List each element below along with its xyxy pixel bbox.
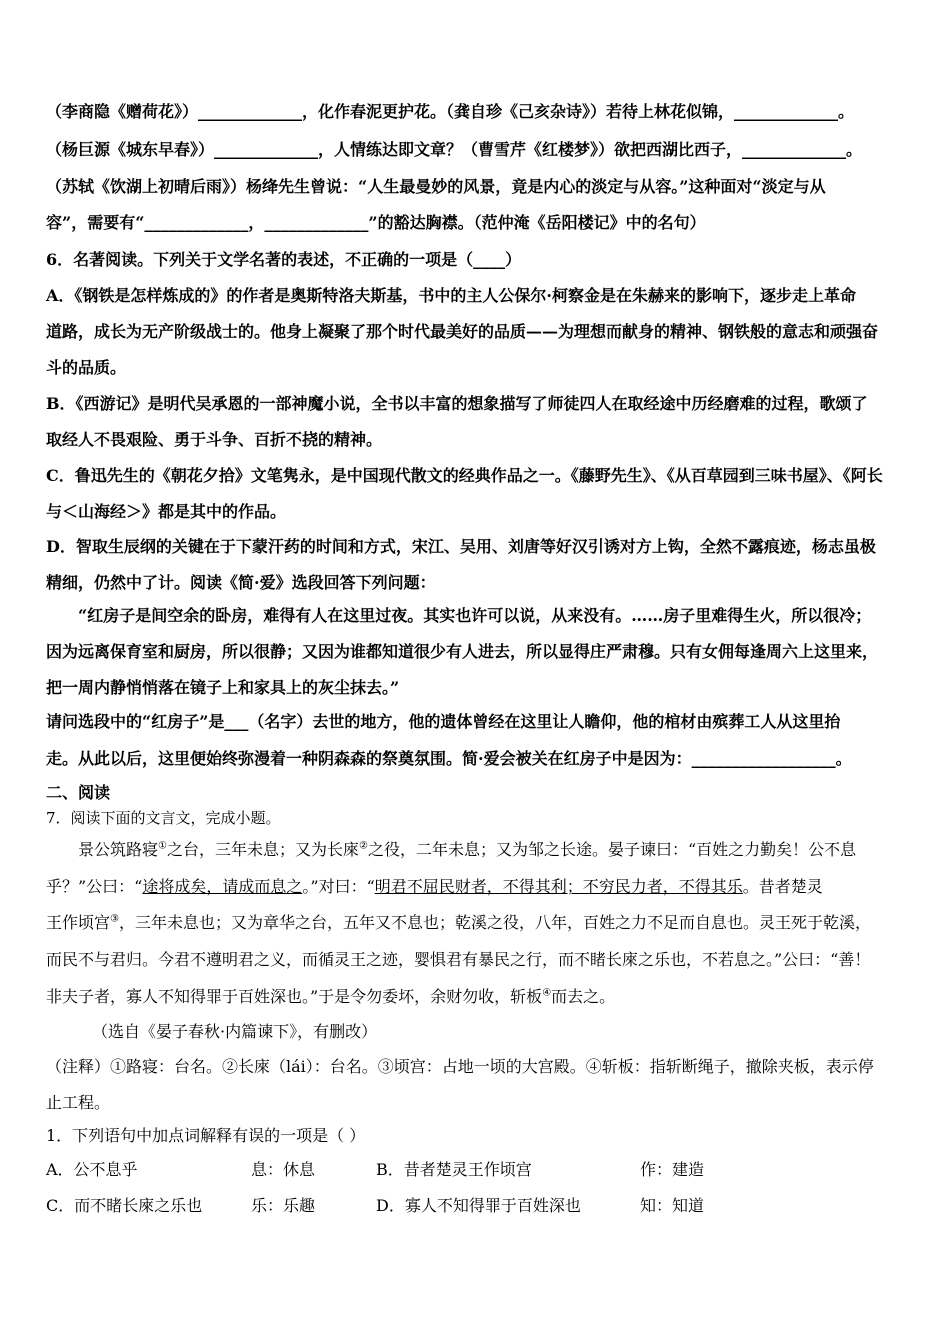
classical-text-line-5 [46, 987, 615, 1007]
classical-text-segment: 王作顷宫 [46, 913, 111, 932]
classical-text-segment: 。”对曰：“ [302, 877, 375, 896]
q6-option-b-line-1: B．《西游记》是明代吴承恩的一部神魔小说，全书以丰富的想象描写了师徒四人在取经途中历经磨难的过程，歌颂了 [46, 394, 868, 413]
poetry-line-2: （杨巨源《城东早春》）_____________，人情练达即文章？（曹雪芹《红楼梦》）欲把西湖比西子，_____________。 [46, 140, 863, 159]
underlined-sentence-1: 途将成矣，请成而息之 [142, 877, 303, 896]
annotation-line-1: （注释）①路寝：台名。②长庲（lái）：台名。③顷宫：占地一顷的大宫殿。④斩板：指斩断绳子，撤除夹板，表示停 [46, 1057, 874, 1076]
q6-option-a-line-1: A．《钢铁是怎样炼成的》的作者是奥斯特洛夫斯基，书中的主人公保尔·柯察金是在朱赫来的影响下，逐步走上革命 [46, 286, 856, 305]
classical-text-line-1 [78, 840, 856, 860]
classical-text-segment: 。昔者楚灵 [742, 877, 823, 896]
q6-question-line-1: 请问选段中的“红房子”是___（名字）去世的地方，他的遗体曾经在这里让人瞻仰，他的棺材由殡葬工人从这里抬 [46, 712, 841, 731]
q6-option-d-line-1: D．智取生辰纲的关键在于下蒙汗药的时间和方式，宋江、吴用、刘唐等好汉引诱对方上钩，全然不露痕迹，杨志虽极 [46, 537, 876, 556]
classical-text-segment: 乎？”公曰：“ [46, 877, 143, 896]
classical-text-segment: 而去之。 [551, 987, 616, 1006]
option-c-gloss: 乐：乐趣 [251, 1196, 316, 1215]
footnote-marker-1: ① [158, 840, 167, 852]
q6-option-b-line-2: 取经人不畏艰险、勇于斗争、百折不挠的精神。 [46, 430, 383, 449]
poetry-line-4: 容”，需要有“_____________，_____________”的豁达胸襟。（范仲淹《岳阳楼记》中的名句） [46, 213, 706, 232]
classical-text-segment: 之役，二年未息；又为邹之长途。晏子谏曰：“百姓之力勤矣！公不息 [367, 840, 857, 859]
q6-question-line-2: 走。从此以后，这里便始终弥漫着一种阴森森的祭奠氛围。简·爱会被关在红房子中是因为：__________________。 [46, 749, 852, 768]
classical-text-line-3 [46, 913, 871, 933]
jane-eyre-quote-line-1: “红房子是间空余的卧房，难得有人在这里过夜。其实也许可以说，从来没有。……房子里难得生火，所以很冷； [78, 606, 872, 625]
footnote-marker-2: ② [359, 840, 368, 852]
option-a-text: A．公不息乎 [46, 1160, 138, 1179]
q6-option-a-line-2: 道路，成长为无产阶级战士的。他身上凝聚了那个时代最美好的品质——为理想而献身的精神、钢铁般的意志和顽强奋 [46, 322, 879, 341]
footnote-marker-4: ④ [542, 987, 552, 999]
poetry-line-3: （苏轼《饮湖上初晴后雨》）杨绛先生曾说：“人生最曼妙的风景，竟是内心的淡定与从容。”这种面对“淡定与从 [46, 177, 826, 196]
option-b-gloss: 作：建造 [640, 1160, 705, 1179]
classical-text-line-4: 而民不与君归。今君不遵明君之义，而循灵王之迹，婴惧君有暴民之行，而不睹长庲之乐也，不若息之。”公曰：“善！ [46, 950, 871, 969]
option-d-gloss: 知：知道 [640, 1196, 705, 1215]
underlined-sentence-2: 明君不屈民财者，不得其利；不穷民力者，不得其乐 [374, 877, 743, 896]
option-d-text: D．寡人不知得罪于百姓深也 [376, 1196, 581, 1215]
q6-option-c-line-2: 与＜山海经＞》都是其中的作品。 [46, 502, 287, 521]
jane-eyre-quote-line-2: 因为远离保育室和厨房，所以很静；又因为谁都知道很少有人进去，所以显得庄严肃穆。只有女佣每逢周六上这里来， [46, 642, 879, 661]
q6-option-c-line-1: C．鲁迅先生的《朝花夕拾》文笔隽永，是中国现代散文的经典作品之一。《藤野先生》、《从百草园到三味书屋》、《阿长 [46, 466, 883, 485]
sub-question-1-title: 1．下列语句中加点词解释有误的一项是（ ） [46, 1126, 366, 1145]
section-heading-reading: 二、阅读 [46, 783, 111, 802]
option-a-gloss: 息：休息 [251, 1160, 316, 1179]
annotation-line-2: 止工程。 [46, 1093, 111, 1112]
classical-text-segment: 景公筑路寝 [78, 840, 159, 859]
classical-text-segment: 之台，三年未息；又为长庲 [166, 840, 359, 859]
q7-title: 7．阅读下面的文言文，完成小题。 [46, 809, 281, 827]
jane-eyre-quote-line-3: 把一周内静悄悄落在镜子上和家具上的灰尘抹去。” [46, 678, 400, 697]
option-c-text: C．而不睹长庲之乐也 [46, 1196, 203, 1215]
option-b-text: B．昔者楚灵王作顷宫 [376, 1160, 532, 1179]
poetry-line-1: （李商隐《赠荷花》）_____________，化作春泥更护花。（龚自珍《己亥杂诗》）若待上林花似锦，_____________。 [46, 102, 855, 121]
footnote-marker-3: ③ [110, 913, 119, 925]
classical-text-segment: ，三年未息也；又为章华之台，五年又不息也；乾溪之役，八年，百姓之力不足而自息也。灵王死于乾溪， [118, 913, 871, 932]
text-source: （选自《晏子春秋·内篇谏下》，有删改） [92, 1022, 378, 1041]
classical-text-segment: 非夫子者，寡人不知得罪于百姓深也。”于是令勿委坏，余财勿收，斩板 [46, 987, 543, 1006]
q6-title: 6．名著阅读。下列关于文学名著的表述，不正确的一项是（____） [46, 250, 522, 269]
q6-option-a-line-3: 斗的品质。 [46, 358, 127, 377]
classical-text-line-2 [46, 877, 823, 897]
q6-option-d-line-2: 精细，仍然中了计。阅读《简·爱》选段回答下列问题： [46, 573, 436, 592]
